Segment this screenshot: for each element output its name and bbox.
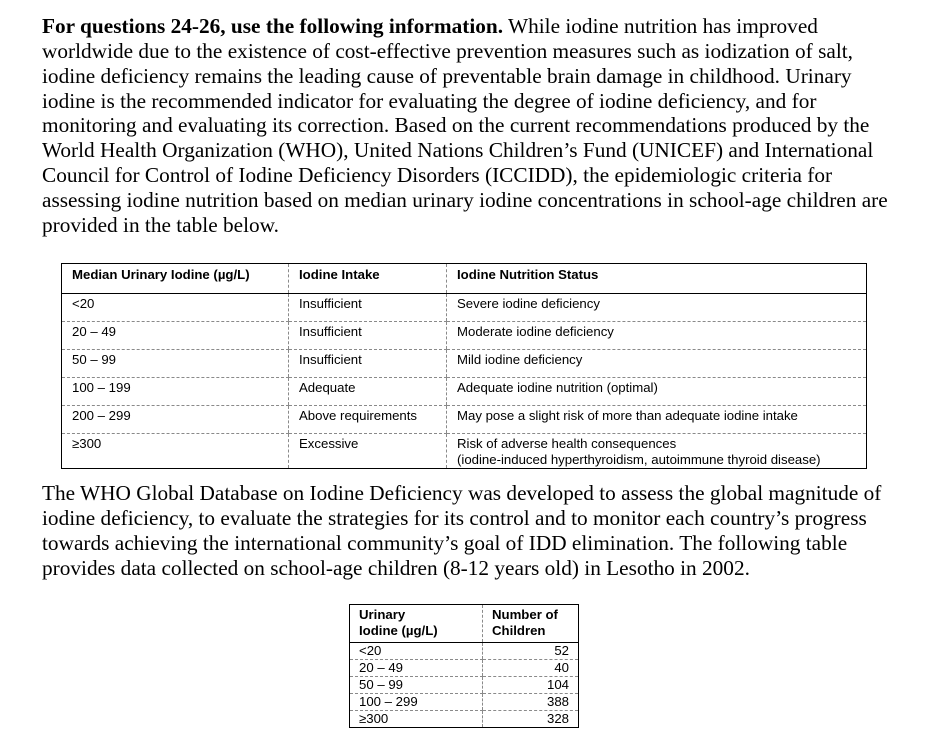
column-header-number-of-children (483, 605, 579, 643)
cell-intake: Insufficient (289, 350, 447, 378)
cell-status: Mild iodine deficiency (447, 350, 867, 378)
iodine-criteria-table (61, 263, 867, 469)
cell-concentration: ≥300 (72, 436, 102, 451)
table-header-row (62, 264, 867, 294)
intro-text: While iodine nutrition has improved worldwide due to the existence of cost-effective prevention measures such as iodization of salt, iodine deficiency remains the leading cause of preventable brain damage in childhood. Urinary iodine is the recommended indicator for evaluating the degree of iodine deficiency, and for monitoring and evaluating its correction. Based on the current recommendations produced by the World Health Organization (WHO), United Nations Children’s Fund (UNICEF) and International Council for Control of Iodine Deficiency Disorders (ICCIDD), the epidemiologic criteria for assessing iodine nutrition based on median urinary iodine concentrations in school-age children are provided in the table below. (42, 14, 888, 237)
lesotho-children-table (349, 604, 579, 728)
table-row (350, 694, 579, 711)
column-header-urinary-iodine (350, 605, 483, 643)
cell-status: Adequate iodine nutrition (optimal) (447, 378, 867, 406)
cell-intake: Adequate (289, 378, 447, 406)
column-header-concentration: Median Urinary Iodine (µg/L) (62, 264, 289, 294)
cell-concentration: ≥300 (359, 711, 389, 726)
cell-intake: Insufficient (289, 322, 447, 350)
cell-children-count: 104 (483, 677, 579, 694)
table-row (350, 643, 579, 660)
table-row (62, 294, 867, 322)
cell-concentration: <20 (62, 294, 289, 322)
table-row (350, 660, 579, 677)
table-header-row (350, 605, 579, 643)
cell-concentration: 50 – 99 (62, 350, 289, 378)
intro-paragraph (42, 14, 902, 238)
table-row (62, 378, 867, 406)
cell-children-count: 388 (483, 694, 579, 711)
intro-lead: For questions 24-26, use the following information. (42, 14, 504, 38)
database-paragraph: The WHO Global Database on Iodine Deficiency was developed to assess the global magnitude of iodine deficiency, to evaluate the strategies for its control and to monitor each country’s progress towards achieving the international community’s goal of IDD elimination. The following table provides data collected on school-age children (8-12 years old) in Lesotho in 2002. (42, 481, 882, 580)
cell-status: Severe iodine deficiency (447, 294, 867, 322)
cell-children-count: 40 (483, 660, 579, 677)
table-row (350, 677, 579, 694)
cell-status: Moderate iodine deficiency (447, 322, 867, 350)
header-line: Number of (492, 607, 558, 622)
cell-concentration: 100 – 299 (350, 694, 483, 711)
cell-intake: Above requirements (289, 406, 447, 434)
table-row (62, 406, 867, 434)
header-line: Urinary (359, 607, 406, 622)
table-row (62, 350, 867, 378)
cell-concentration: 100 – 199 (62, 378, 289, 406)
column-header-status: Iodine Nutrition Status (447, 264, 867, 294)
table-row (350, 711, 579, 728)
table-row (62, 434, 867, 469)
cell-intake: Excessive (289, 434, 447, 469)
cell-intake: Insufficient (289, 294, 447, 322)
cell-concentration: 200 – 299 (62, 406, 289, 434)
header-line: Iodine (µg/L) (359, 623, 438, 638)
status-text: Risk of adverse health consequences (457, 436, 677, 451)
cell-concentration: 20 – 49 (62, 322, 289, 350)
cell-concentration: 50 – 99 (350, 677, 483, 694)
table-row (62, 322, 867, 350)
cell-children-count: 328 (483, 711, 579, 728)
cell-status: May pose a slight risk of more than adequate iodine intake (447, 406, 867, 434)
header-line: Children (492, 623, 546, 638)
cell-status (447, 434, 867, 469)
status-note: (iodine-induced hyperthyroidism, autoimmune thyroid disease) (457, 452, 821, 467)
cell-children-count: 52 (483, 643, 579, 660)
cell-concentration: 20 – 49 (350, 660, 483, 677)
column-header-intake: Iodine Intake (289, 264, 447, 294)
cell-concentration: <20 (350, 643, 483, 660)
